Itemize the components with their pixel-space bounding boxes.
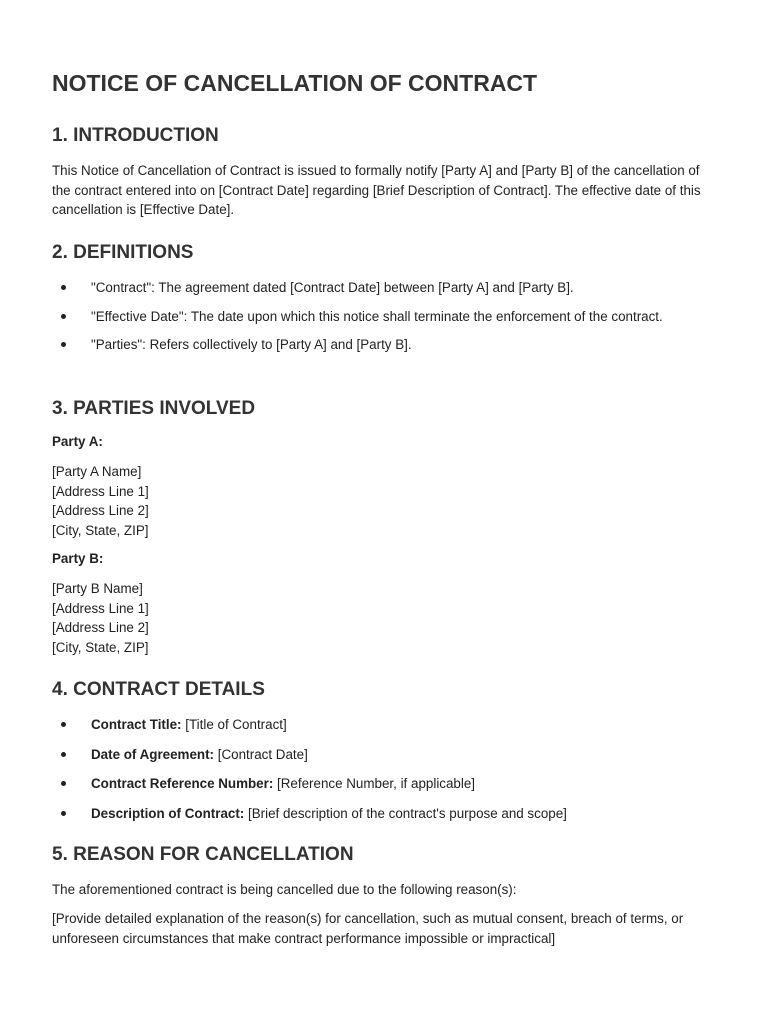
definitions-list xyxy=(52,278,722,355)
introduction-heading: 1. INTRODUCTION xyxy=(52,125,219,146)
contract-detail-label: Contract Reference Number: xyxy=(91,776,274,791)
reason-heading: 5. REASON FOR CANCELLATION xyxy=(52,844,354,865)
contract-detail-value: [Brief description of the contract's purpose and scope] xyxy=(244,805,567,821)
contract-detail-label: Contract Title: xyxy=(91,717,182,732)
party-b-label: Party B: xyxy=(52,551,104,566)
party-a-address xyxy=(52,462,149,540)
contract-detail-item xyxy=(52,715,722,735)
party-a-address-line-2: [Address Line 2] xyxy=(52,503,149,518)
reason-intro: The aforementioned contract is being cancelled due to the following reason(s): xyxy=(52,882,517,897)
definition-text: "Effective Date": The date upon which this notice shall terminate the enforcement of the contract. xyxy=(91,308,663,324)
definition-text: "Parties": Refers collectively to [Party A] and [Party B]. xyxy=(91,337,412,352)
definition-item xyxy=(52,335,722,355)
party-a-city-state-zip: [City, State, ZIP] xyxy=(52,522,149,538)
party-b-address-line-2: [Address Line 2] xyxy=(52,620,149,635)
definition-item xyxy=(52,278,722,298)
party-a-address-line-1: [Address Line 1] xyxy=(52,483,149,499)
contract-details-heading: 4. CONTRACT DETAILS xyxy=(52,679,265,700)
definition-item xyxy=(52,307,722,327)
party-b-address-line-1: [Address Line 1] xyxy=(52,600,149,616)
definition-text: "Contract": The agreement dated [Contract Date] between [Party A] and [Party B]. xyxy=(91,280,574,295)
document-title: NOTICE OF CANCELLATION OF CONTRACT xyxy=(52,70,538,96)
party-b-city-state-zip: [City, State, ZIP] xyxy=(52,639,149,655)
party-a-name: [Party A Name] xyxy=(52,464,142,479)
contract-detail-value: [Title of Contract] xyxy=(181,717,287,732)
contract-detail-value: [Contract Date] xyxy=(214,746,308,762)
contract-detail-label: Date of Agreement: xyxy=(91,746,215,762)
bullet-icon xyxy=(61,285,66,290)
contract-detail-item xyxy=(52,745,722,765)
contract-detail-value: [Reference Number, if applicable] xyxy=(273,776,476,791)
party-a-label: Party A: xyxy=(52,434,103,449)
party-b-address xyxy=(52,579,149,657)
bullet-icon xyxy=(61,781,66,786)
contract-details-list xyxy=(52,715,722,823)
bullet-icon xyxy=(61,722,66,727)
reason-detail: [Provide detailed explanation of the reason(s) for cancellation, such as mutual consent, breach of terms, or unforeseen circumstances that make contract performance impossible or impractical] xyxy=(52,911,684,946)
contract-detail-item xyxy=(52,774,722,794)
contract-detail-label: Description of Contract: xyxy=(91,805,245,821)
bullet-icon xyxy=(61,811,66,816)
party-b-name: [Party B Name] xyxy=(52,581,143,596)
definitions-heading: 2. DEFINITIONS xyxy=(52,242,194,263)
bullet-icon xyxy=(61,752,66,757)
parties-heading: 3. PARTIES INVOLVED xyxy=(52,398,256,419)
contract-detail-item xyxy=(52,804,722,824)
introduction-text: This Notice of Cancellation of Contract is issued to formally notify [Party A] and [Party B] of the cancellation of the contract entered into on [Contract Date] regarding [Brief Description of Contract]. The effective date of this cancellation is [Effective Date]. xyxy=(52,163,701,217)
bullet-icon xyxy=(61,342,66,347)
bullet-icon xyxy=(61,314,66,319)
